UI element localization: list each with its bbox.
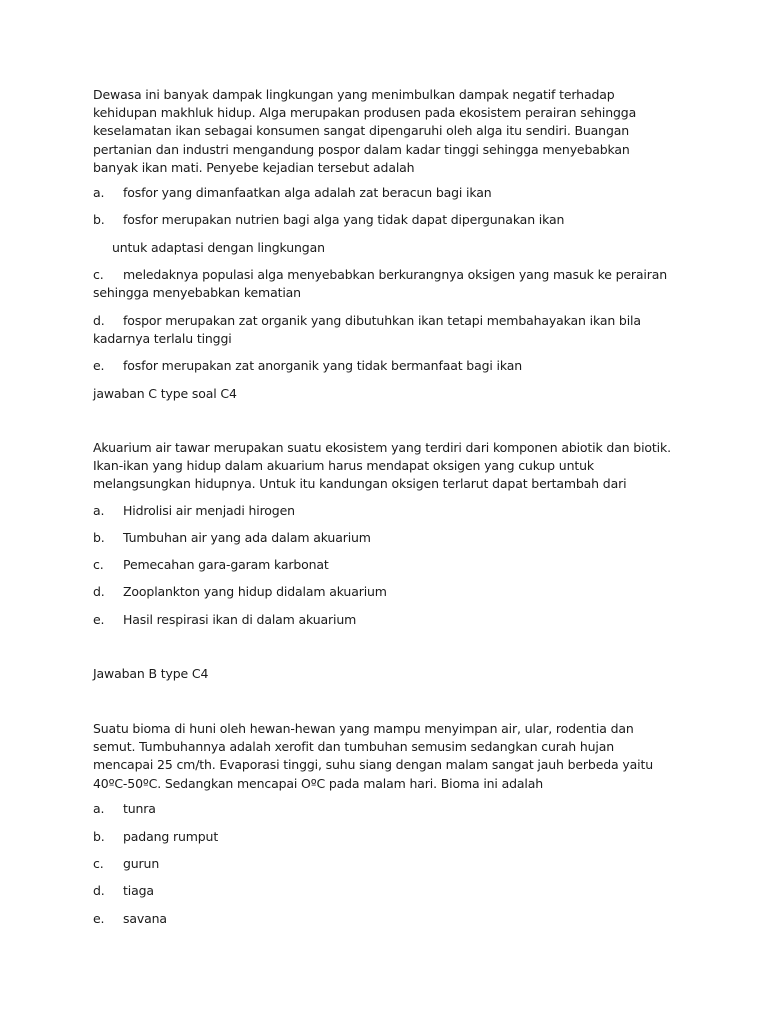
option-text: padang rumput [123, 829, 219, 844]
option-text: fospor merupakan zat organik yang dibutuhkan ikan tetapi membahayakan ikan bila kadarnya terlalu tinggi [93, 313, 641, 346]
option-text: savana [123, 911, 167, 926]
question-3-stem: Suatu bioma di huni oleh hewan-hewan yang mampu menyimpan air, ular, rodentia dan semut. Tumbuhannya adalah xerofit dan tumbuhan semusim sedangkan curah hujan mencapai 25 cm/th. Evaporasi tinggi, suhu siang dengan malam sangat jauh berbeda yaitu 40ºC-50ºC. Sedangkan mencapai OºC pada malam hari. Bioma ini adalah [93, 721, 653, 791]
question-3-option-d [93, 882, 154, 900]
option-text: fosfor merupakan zat anorganik yang tidak bermanfaat bagi ikan [123, 358, 522, 373]
question-1-option-d [93, 312, 673, 348]
option-text: Hidrolisi air menjadi hirogen [123, 503, 295, 518]
question-3-option-a [93, 800, 156, 818]
question-1-option-e [93, 357, 522, 375]
option-letter: b. [93, 829, 105, 844]
option-text: meledaknya populasi alga menyebabkan berkurangnya oksigen yang masuk ke perairan sehingga menyebabkan kematian [93, 267, 668, 300]
option-letter: d. [93, 584, 105, 599]
option-text: Pemecahan gara-garam karbonat [123, 557, 329, 572]
question-1-answer: jawaban C type soal C4 [93, 386, 237, 401]
question-1-option-b-continuation [112, 239, 325, 257]
option-text: tunra [123, 801, 156, 816]
question-1-option-b [93, 211, 564, 229]
question-3-option-e [93, 910, 167, 928]
option-letter: e. [93, 911, 105, 926]
question-2-option-a [93, 502, 295, 520]
question-1-option-a [93, 184, 492, 202]
option-text: gurun [123, 856, 160, 871]
option-letter: d. [93, 313, 105, 328]
option-letter: a. [93, 185, 105, 200]
question-2-stem: Akuarium air tawar merupakan suatu ekosistem yang terdiri dari komponen abiotik dan biotik. Ikan-ikan yang hidup dalam akuarium harus mendapat oksigen yang cukup untuk melangsungkan hidupnya. Untuk itu kandungan oksigen terlarut dapat bertambah dari [93, 440, 671, 492]
option-text: fosfor yang dimanfaatkan alga adalah zat beracun bagi ikan [123, 185, 492, 200]
option-letter: e. [93, 612, 105, 627]
option-text: Zooplankton yang hidup didalam akuarium [123, 584, 387, 599]
question-3-option-c [93, 855, 159, 873]
option-letter: d. [93, 883, 105, 898]
option-text: fosfor merupakan nutrien bagi alga yang tidak dapat dipergunakan ikan [123, 212, 565, 227]
question-3-option-b [93, 828, 218, 846]
option-text: untuk adaptasi dengan lingkungan [112, 240, 325, 255]
option-letter: c. [93, 557, 104, 572]
option-letter: a. [93, 503, 105, 518]
question-2-option-d [93, 583, 387, 601]
option-text: Hasil respirasi ikan di dalam akuarium [123, 612, 357, 627]
question-2-option-e [93, 611, 356, 629]
option-letter: a. [93, 801, 105, 816]
option-text: Tumbuhan air yang ada dalam akuarium [123, 530, 371, 545]
option-letter: e. [93, 358, 105, 373]
question-2-option-c [93, 556, 329, 574]
question-2-option-b [93, 529, 371, 547]
question-1-stem: Dewasa ini banyak dampak lingkungan yang menimbulkan dampak negatif terhadap kehidupan makhluk hidup. Alga merupakan produsen pada ekosistem perairan sehingga keselamatan ikan sebagai konsumen sangat dipengaruhi oleh alga itu sendiri. Buangan pertanian dan industri mengandung pospor dalam kadar tinggi sehingga menyebabkan banyak ikan mati. Penyebe kejadian tersebut adalah [93, 87, 637, 175]
option-letter: c. [93, 856, 104, 871]
option-letter: b. [93, 212, 105, 227]
question-2-answer: Jawaban B type C4 [93, 666, 209, 681]
option-letter: b. [93, 530, 105, 545]
option-letter: c. [93, 267, 104, 282]
option-text: tiaga [123, 883, 154, 898]
question-1-option-c [93, 266, 673, 302]
